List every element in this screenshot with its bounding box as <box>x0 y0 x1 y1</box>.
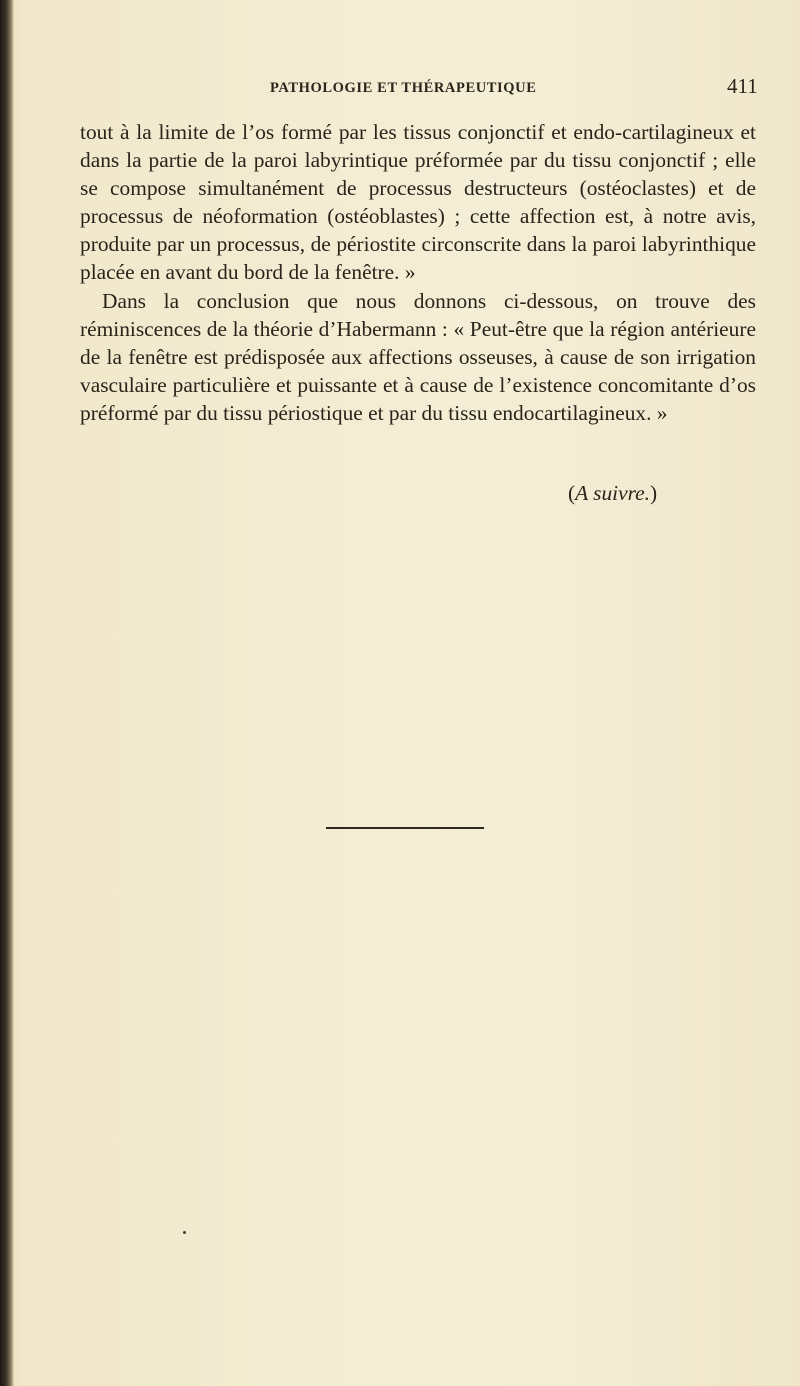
continuation-label: A suivre. <box>575 481 650 505</box>
running-head: PATHOLOGIE ET THÉRAPEUTIQUE <box>270 80 537 96</box>
continuation-note <box>568 481 657 506</box>
paragraph-1: tout à la limite de l’os formé par les tissus conjonctif et endo-cartilagineux et dans la partie de la paroi labyrintique préformée par du tissu conjonctif ; elle se compose simultanément de processus destructeurs (ostéoclastes) et de processus de néoformation (ostéoblastes) ; cette affection est, à notre avis, produite par un processus, de périostite circonscrite dans la paroi labyrinthique placée en avant du bord de la fenêtre. » <box>80 120 756 285</box>
page-number: 411 <box>727 74 758 98</box>
continuation-close-paren: ) <box>649 481 658 505</box>
page-binding-edge <box>0 0 14 1386</box>
section-end-rule <box>326 827 484 829</box>
body-text <box>80 118 756 427</box>
paragraph-2: Dans la conclusion que nous donnons ci-dessous, on trouve des réminiscences de la théorie d’Habermann : « Peut-être que la région antérieure de la fenêtre est prédisposée aux affections osseuses, à cause de son irrigation vasculaire particulière et puissante et à cause de l’existence concomitante d’os préformé par du tissu périostique et par du tissu endocartilagineux. » <box>80 288 756 425</box>
paper-speck <box>183 1231 186 1234</box>
continuation-open-paren: ( <box>568 481 576 505</box>
